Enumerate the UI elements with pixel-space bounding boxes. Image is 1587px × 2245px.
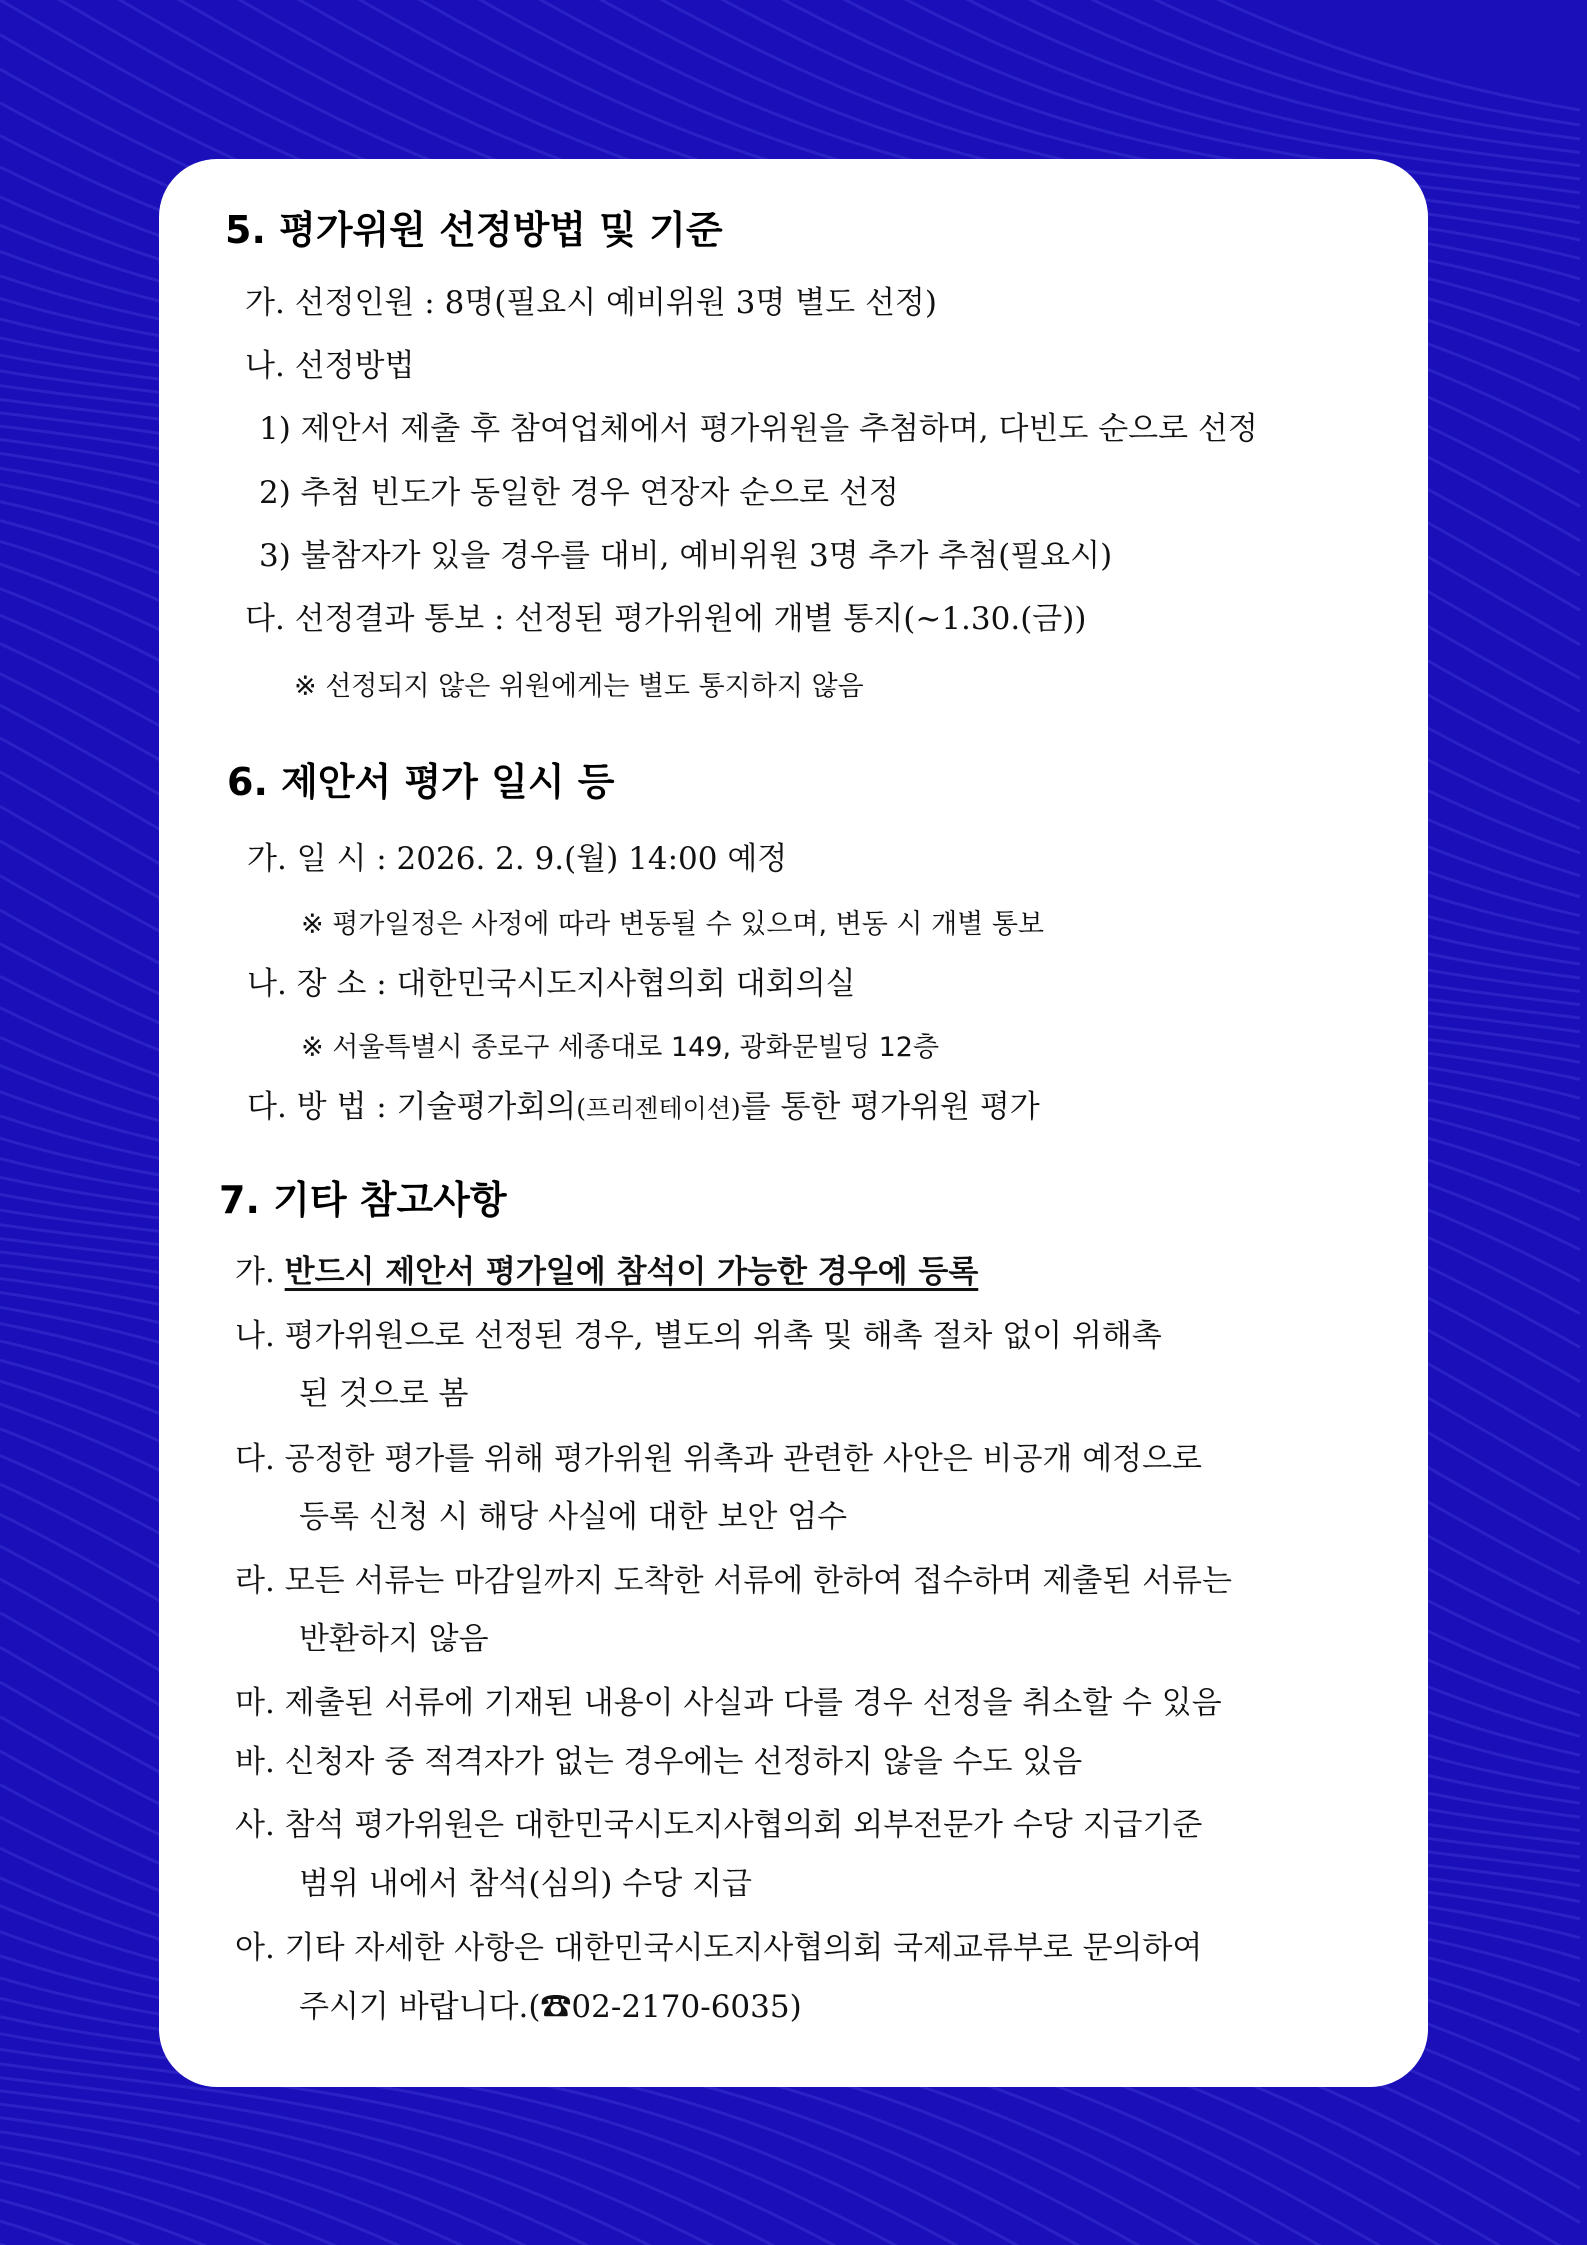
section-7-item-a-prefix: 가. [235, 1254, 285, 1290]
section-7-item-e: 마. 제출된 서류에 기재된 내용이 사실과 다를 경우 선정을 취소할 수 있음 [235, 1685, 1222, 1721]
section-5-note: ※ 선정되지 않은 위원에게는 별도 통지하지 않음 [294, 671, 864, 702]
section-5-title: 5. 평가위원 선정방법 및 기준 [225, 208, 723, 252]
section-7-item-a [235, 1254, 978, 1291]
section-7-item-h-line1: 아. 기타 자세한 사항은 대한민국시도지사협의회 국제교류부로 문의하여 [235, 1930, 1203, 1966]
section-6-item-c-prefix: 다. 방 법 : 기술평가회의 [247, 1089, 577, 1125]
section-6-item-c-small: (프리젠테이션) [576, 1094, 741, 1123]
section-7-item-d-line2: 반환하지 않음 [299, 1621, 489, 1657]
section-7-item-b-line2: 된 것으로 봄 [299, 1376, 469, 1412]
section-6-item-c [247, 1089, 1040, 1126]
section-5-item-b2: 2) 추첨 빈도가 동일한 경우 연장자 순으로 선정 [259, 475, 899, 511]
section-7-item-c-line1: 다. 공정한 평가를 위해 평가위원 위촉과 관련한 사안은 비공개 예정으로 [235, 1441, 1202, 1477]
section-7-item-d-line1: 라. 모든 서류는 마감일까지 도착한 서류에 한하여 접수하며 제출된 서류는 [235, 1563, 1232, 1599]
section-5-item-b3: 3) 불참자가 있을 경우를 대비, 예비위원 3명 추가 추첨(필요시) [259, 538, 1113, 574]
section-6-note-b: ※ 서울특별시 종로구 세종대로 149, 광화문빌딩 12층 [301, 1032, 940, 1063]
section-5-item-b1: 1) 제안서 제출 후 참여업체에서 평가위원을 추첨하며, 다빈도 순으로 선정 [259, 411, 1258, 447]
section-7-item-a-emphasis: 반드시 제안서 평가일에 참석이 가능한 경우에 등록 [284, 1254, 979, 1290]
section-7-item-h-line2: 주시기 바랍니다.(☎02-2170-6035) [299, 1989, 802, 2025]
section-7-item-g-line1: 사. 참석 평가위원은 대한민국시도지사협의회 외부전문가 수당 지급기준 [235, 1807, 1203, 1843]
section-6-item-a: 가. 일 시 : 2026. 2. 9.(월) 14:00 예정 [247, 841, 788, 877]
section-7-item-g-line2: 범위 내에서 참석(심의) 수당 지급 [299, 1866, 752, 1902]
section-7-title: 7. 기타 참고사항 [219, 1178, 507, 1222]
section-6-title: 6. 제안서 평가 일시 등 [227, 760, 615, 804]
section-5-item-b: 나. 선정방법 [245, 348, 415, 384]
document-card [159, 159, 1428, 2087]
section-6-note-a: ※ 평가일정은 사정에 따라 변동될 수 있으며, 변동 시 개별 통보 [301, 909, 1044, 940]
section-7-item-c-line2: 등록 신청 시 해당 사실에 대한 보안 엄수 [299, 1499, 848, 1535]
section-7-item-b-line1: 나. 평가위원으로 선정된 경우, 별도의 위촉 및 해촉 절차 없이 위해촉 [235, 1318, 1162, 1354]
section-5-item-a: 가. 선정인원 : 8명(필요시 예비위원 3명 별도 선정) [245, 285, 937, 321]
section-6-item-b: 나. 장 소 : 대한민국시도지사협의회 대회의실 [247, 966, 856, 1002]
section-5-item-c: 다. 선정결과 통보 : 선정된 평가위원에 개별 통지(~1.30.(금)) [245, 601, 1087, 637]
section-7-item-f: 바. 신청자 중 적격자가 없는 경우에는 선정하지 않을 수도 있음 [235, 1744, 1083, 1780]
section-6-item-c-suffix: 를 통한 평가위원 평가 [740, 1089, 1040, 1125]
